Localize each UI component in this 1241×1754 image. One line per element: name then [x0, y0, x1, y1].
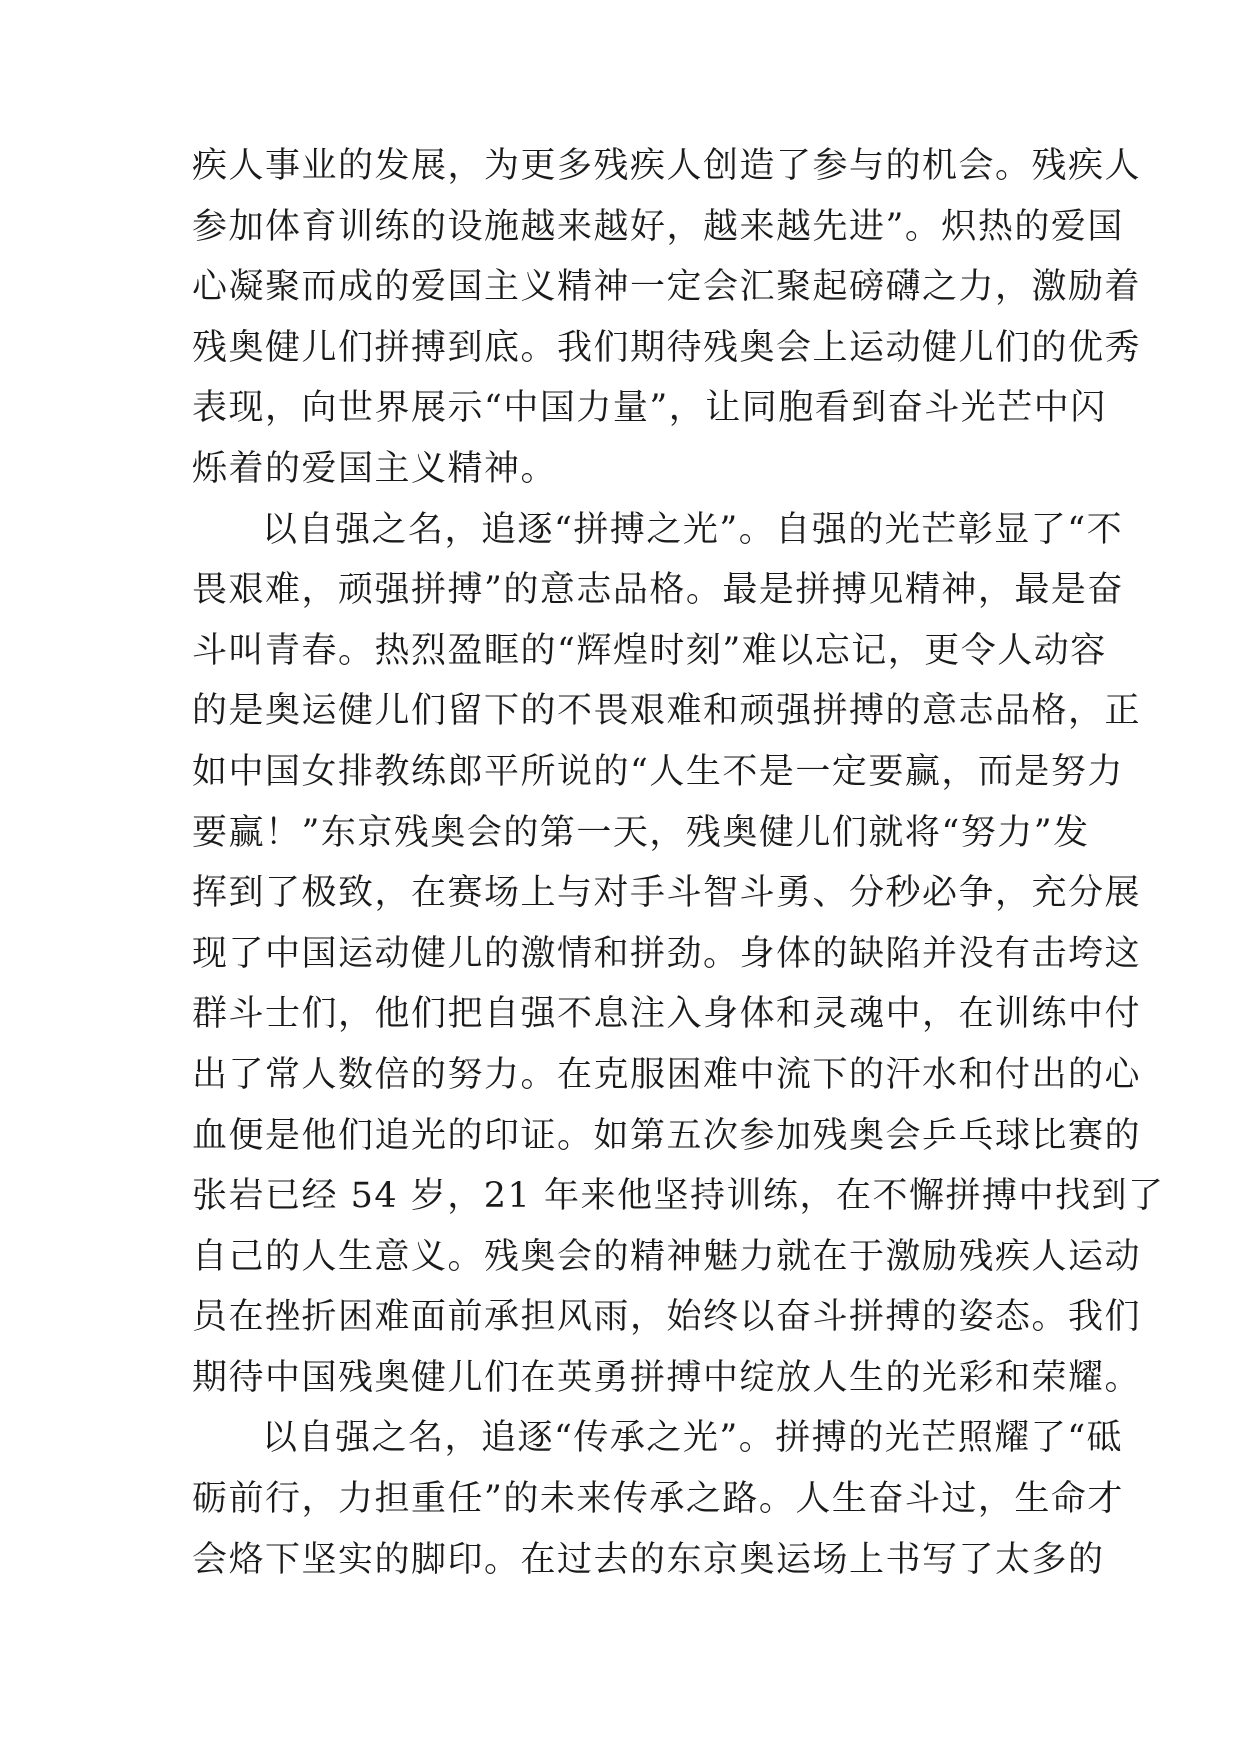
text-line: 血便是他们追光的印证。如第五次参加残奥会乒乓球比赛的 — [192, 1115, 1142, 1156]
text-line: 要赢！”东京残奥会的第一天，残奥健儿们就将“努力”发 — [192, 812, 1090, 853]
paragraph-start-line: 以自强之名，追逐“拼搏之光”。自强的光芒彰显了“不 — [262, 509, 1124, 550]
text-line: 的是奥运健儿们留下的不畏艰难和顽强拼搏的意志品格，正 — [192, 691, 1142, 732]
text-line: 表现，向世界展示“中国力量”，让同胞看到奋斗光芒中闪 — [192, 388, 1107, 429]
text-line: 畏艰难，顽强拼搏”的意志品格。最是拼搏见精神，最是奋 — [192, 570, 1124, 611]
text-line: 出了常人数倍的努力。在克服困难中流下的汗水和付出的心 — [192, 1054, 1142, 1095]
text-line: 会烙下坚实的脚印。在过去的东京奥运场上书写了太多的 — [192, 1539, 1105, 1580]
article-body — [192, 136, 1165, 1590]
text-line: 群斗士们，他们把自强不息注入身体和灵魂中，在训练中付 — [192, 994, 1142, 1035]
text-line: 员在挫折困难面前承担风雨，始终以奋斗拼搏的姿态。我们 — [192, 1297, 1142, 1338]
text-line: 期待中国残奥健儿们在英勇拼搏中绽放人生的光彩和荣耀。 — [192, 1357, 1142, 1398]
text-line: 残奥健儿们拼搏到底。我们期待残奥会上运动健儿们的优秀 — [192, 327, 1142, 368]
text-line: 参加体育训练的设施越来越好，越来越先进”。炽热的爱国 — [192, 206, 1124, 247]
text-line: 砺前行，力担重任”的未来传承之路。人生奋斗过，生命才 — [192, 1479, 1124, 1520]
text-line: 心凝聚而成的爱国主义精神一定会汇聚起磅礴之力，激励着 — [192, 267, 1142, 308]
text-line: 张岩已经 54 岁，21 年来他坚持训练，在不懈拼搏中找到了 — [192, 1176, 1165, 1217]
text-line: 自己的人生意义。残奥会的精神魅力就在于激励残疾人运动 — [192, 1236, 1142, 1277]
text-line: 斗叫青春。热烈盈眶的“辉煌时刻”难以忘记，更令人动容 — [192, 630, 1107, 671]
text-line: 如中国女排教练郎平所说的“人生不是一定要赢，而是努力 — [192, 751, 1124, 792]
text-line: 疾人事业的发展，为更多残疾人创造了参与的机会。残疾人 — [192, 146, 1142, 186]
text-line: 挥到了极致，在赛场上与对手斗智斗勇、分秒必争，充分展 — [192, 873, 1142, 914]
text-line: 烁着的爱国主义精神。 — [192, 448, 558, 489]
text-line: 现了中国运动健儿的激情和拼劲。身体的缺陷并没有击垮这 — [192, 933, 1142, 974]
paragraph-start-line: 以自强之名，追逐“传承之光”。拼搏的光芒照耀了“砥 — [262, 1418, 1124, 1459]
